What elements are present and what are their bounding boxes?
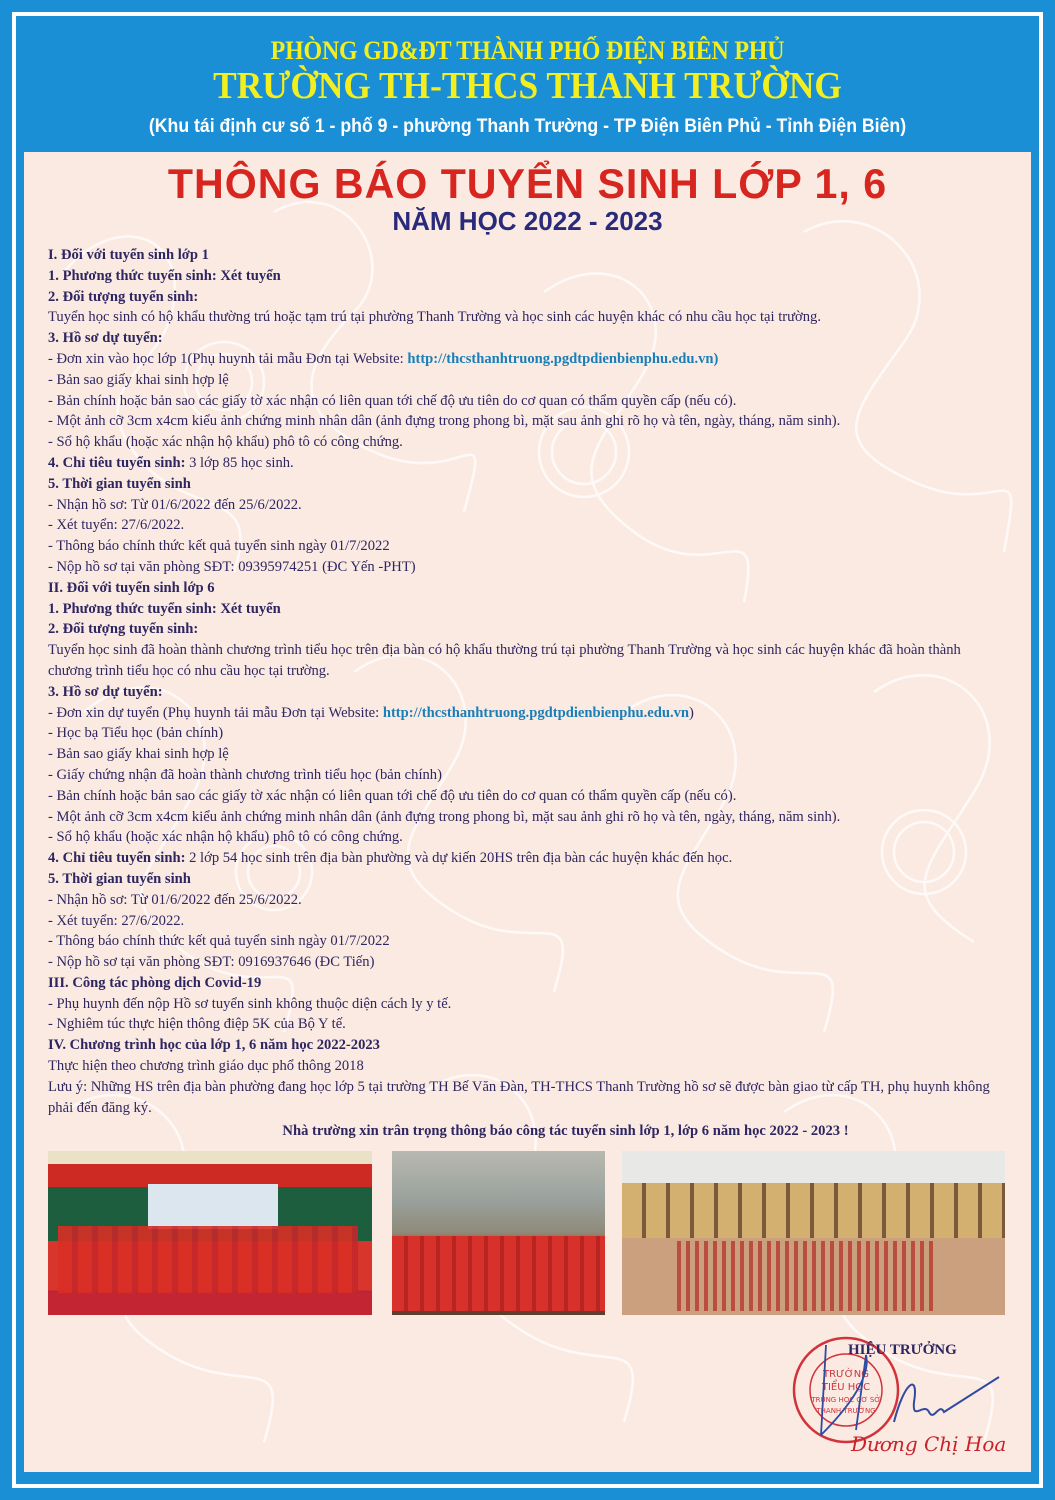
svg-text:THANH TRƯỜNG: THANH TRƯỜNG [816,1407,876,1415]
s2-method: 1. Phương thức tuyển sinh: Xét tuyển [48,600,281,617]
s2-website-link[interactable]: http://thcsthanhtruong.pgdtpdienbienphu.edu.vn [382,704,690,721]
section-1-heading: I. Đối với tuyển sinh lớp 1 [48,247,209,263]
school-address: (Khu tái định cư số 1 - phố 9 - phường Thanh Trường - TP Điện Biên Phủ - Tỉnh Điện Biên) [148,116,907,137]
department-name: PHÒNG GD&ĐT THÀNH PHỐ ĐIỆN BIÊN PHỦ [270,36,785,65]
closing-statement: Nhà trường xin trân trọng thông báo công tác tuyển sinh lớp 1, lớp 6 năm học 2022 - 2023 ! [282,1123,849,1140]
s1-doc-2: - Bản sao giấy khai sinh hợp lệ [48,371,229,388]
s2-time-2: - Xét tuyển: 27/6/2022. [48,912,185,929]
principal-name: Dương Chị Hoa [851,1432,1007,1456]
photo-contest-group [48,1151,372,1315]
s1-website-link[interactable]: http://thcsthanhtruong.pgdtpdienbienphu.edu.vn) [407,350,719,367]
s2-time-4: - Nộp hồ sơ tại văn phòng SĐT: 0916937646 (ĐC Tiến) [48,954,375,971]
s3-item-1: - Phụ huynh đến nộp Hồ sơ tuyển sinh không thuộc diện cách ly y tế. [48,995,452,1012]
s1-quota-value: 3 lớp 85 học sinh. [185,454,294,471]
s1-target-heading: 2. Đối tượng tuyển sinh: [48,288,199,305]
s1-quota-label: 4. Chỉ tiêu tuyển sinh: [48,454,186,471]
s2-quota-label: 4. Chỉ tiêu tuyển sinh: [48,850,186,867]
s2-doc-3: - Bản sao giấy khai sinh hợp lệ [48,746,229,763]
s2-quota-value: 2 lớp 54 học sinh trên địa bàn phường và dự kiến 20HS trên địa bàn các huyện khác đến học. [185,850,733,867]
section-2-heading: II. Đối với tuyển sinh lớp 6 [48,579,215,596]
s2-doc-7: - Sổ hộ khẩu (hoặc xác nhận hộ khẩu) phô tô có công chứng. [48,829,403,846]
section-3-heading: III. Công tác phòng dịch Covid-19 [48,974,262,991]
school-name: TRƯỜNG TH-THCS THANH TRƯỜNG [213,65,842,107]
s1-doc-1 [48,349,1023,370]
stage-floor [48,1293,372,1315]
s1-doc-1-text: - Đơn xin vào học lớp 1(Phụ huynh tải mẫu Đơn tại Website: [48,350,408,367]
s1-time-1: - Nhận hồ sơ: Từ 01/6/2022 đến 25/6/2022. [48,496,302,513]
school-year: NĂM HỌC 2022 - 2023 [392,206,663,236]
school-building [622,1183,1005,1238]
notice-body [48,245,1023,1142]
s2-doc-2: - Học bạ Tiểu học (bản chính) [48,725,224,742]
s2-quota [48,848,1023,869]
signature-icon [884,1362,1004,1432]
svg-text:TRUNG HỌC CƠ SỞ: TRUNG HỌC CƠ SỞ [811,1396,881,1404]
photo-school-courtyard [622,1151,1005,1315]
s4-text: Thực hiện theo chương trình giáo dục phổ thông 2018 [48,1058,364,1075]
s2-time-heading: 5. Thời gian tuyển sinh [48,870,191,887]
s1-doc-4: - Một ảnh cỡ 3cm x4cm kiểu ảnh chứng minh nhân dân (ảnh đựng trong phong bì, mặt sau ảnh ghi rõ họ và tên, ngày, tháng, năm sinh). [48,413,841,430]
section-4-heading: IV. Chương trình học của lớp 1, 6 năm học 2022-2023 [48,1037,380,1054]
s1-time-4: - Nộp hồ sơ tại văn phòng SĐT: 09395974251 (ĐC Yến -PHT) [48,558,416,575]
s1-docs-heading: 3. Hồ sơ dự tuyển: [48,330,163,347]
principal-title: HIỆU TRƯỞNG [848,1342,957,1358]
s1-time-heading: 5. Thời gian tuyển sinh [48,475,191,492]
students-group [392,1236,605,1311]
s2-doc-4: - Giấy chứng nhận đã hoàn thành chương trình tiểu học (bản chính) [48,766,442,783]
s3-item-2: - Nghiêm túc thực hiện thông điệp 5K của Bộ Y tế. [48,1016,346,1033]
notice-title: THÔNG BÁO TUYỂN SINH LỚP 1, 6 [167,160,888,207]
contest-banner [148,1184,278,1229]
students-group [58,1226,358,1296]
s1-method: 1. Phương thức tuyển sinh: Xét tuyển [48,267,281,284]
content-panel [24,152,1031,1472]
s2-doc-1-text: - Đơn xin dự tuyển (Phụ huynh tải mẫu Đơn tại Website: [48,704,383,721]
s2-doc-1 [48,703,1023,724]
s1-doc-3: - Bản chính hoặc bản sao các giấy tờ xác nhận có liên quan tới chế độ ưu tiên do cơ quan có thẩm quyền cấp (nếu có). [48,392,737,409]
svg-text:TIỂU HỌC: TIỂU HỌC [821,1382,871,1393]
s2-doc-1-suffix: ) [689,704,694,721]
s2-time-1: - Nhận hồ sơ: Từ 01/6/2022 đến 25/6/2022. [48,891,302,908]
s2-time-3: - Thông báo chính thức kết quả tuyển sinh ngày 01/7/2022 [48,933,390,950]
s2-doc-6: - Một ảnh cỡ 3cm x4cm kiểu ảnh chứng minh nhân dân (ảnh đựng trong phong bì, mặt sau ảnh ghi rõ họ và tên, ngày, tháng, năm sinh). [48,808,841,825]
header-band [24,24,1031,152]
s1-time-3: - Thông báo chính thức kết quả tuyển sinh ngày 01/7/2022 [48,538,390,555]
s2-target-text: Tuyển học sinh đã hoàn thành chương trình tiểu học trên địa bàn có hộ khẩu thường trú tại phường Thanh Trường và học sinh các huyện khác đã hoàn thành chương trình tiểu học có nhu cầu học tại trường. [48,642,961,679]
s2-target-heading: 2. Đối tượng tuyển sinh: [48,621,199,638]
s1-doc-5: - Sổ hộ khẩu (hoặc xác nhận hộ khẩu) phô tô có công chứng. [48,434,403,451]
photo-students-panorama [392,1151,605,1315]
s2-doc-5: - Bản chính hoặc bản sao các giấy tờ xác nhận có liên quan tới chế độ ưu tiên do cơ quan có thẩm quyền cấp (nếu có). [48,787,737,804]
svg-text:TRƯỜNG: TRƯỜNG [823,1369,869,1380]
courtyard-students [677,1241,937,1311]
s4-note: Lưu ý: Những HS trên địa bàn phường đang học lớp 5 tại trường TH Bế Văn Đàn, TH-THCS Thanh Trường hồ sơ sẽ được bàn giao từ cấp TH, phụ huynh không phải đến đăng ký. [48,1078,990,1116]
s1-target-text: Tuyển học sinh có hộ khẩu thường trú hoặc tạm trú tại phường Thanh Trường và học sinh các huyện khác có nhu cầu học tại trường. [48,309,822,326]
s2-docs-heading: 3. Hồ sơ dự tuyển: [48,683,163,700]
s1-time-2: - Xét tuyển: 27/6/2022. [48,517,185,534]
s1-quota [48,453,1023,474]
